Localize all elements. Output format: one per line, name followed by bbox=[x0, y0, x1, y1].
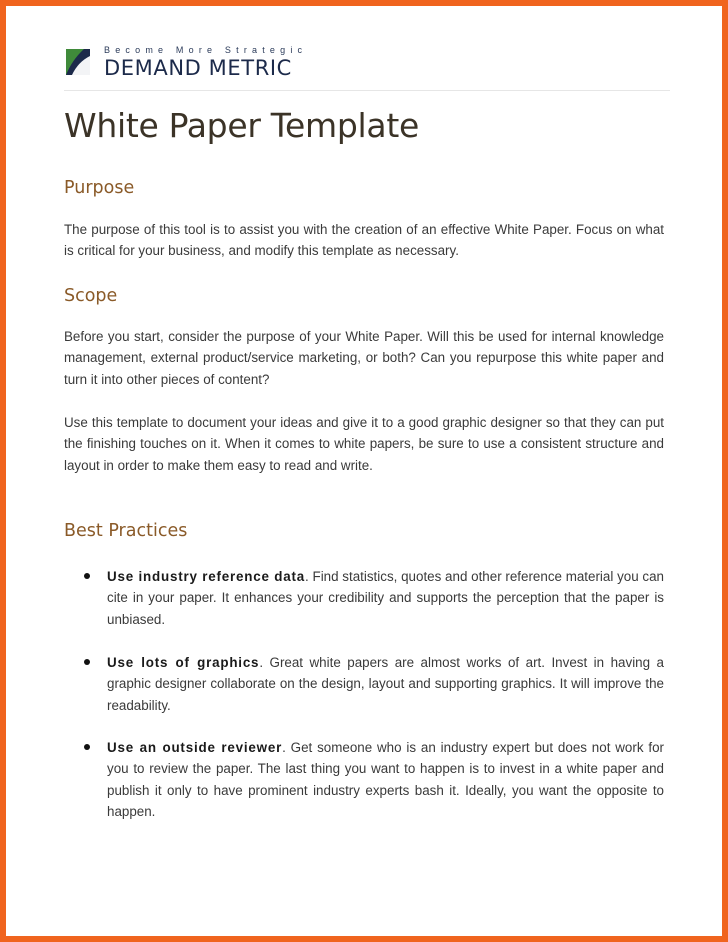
section-heading-purpose: Purpose bbox=[64, 178, 135, 198]
header-divider bbox=[64, 90, 670, 91]
demand-metric-logo-icon bbox=[64, 46, 94, 78]
scope-paragraph-2: Use this template to document your ideas and give it to a good graphic designer so that they can put the finishing touches on it. When it comes to white papers, be sure to use a consistent structure and layout in order to make them easy to read and write. bbox=[64, 415, 664, 473]
bullet-lead: Use lots of graphics bbox=[107, 655, 260, 670]
demand-metric-logo bbox=[64, 42, 364, 82]
bullet-icon bbox=[84, 573, 90, 579]
section-heading-scope: Scope bbox=[64, 286, 118, 306]
bullet-body: . Find statistics, quotes and other reference material you can cite in your paper. It enhances your credibility and supports the perception that the paper is unbiased. bbox=[107, 569, 664, 627]
bullet-icon bbox=[84, 659, 90, 665]
bullet-icon bbox=[84, 744, 90, 750]
bullet-body: . Get someone who is an industry expert but does not work for you to review the paper. The last thing you want to happen is to invest in a white paper and publish it only to have prominent industry experts bash it. Ideally, you want the opposite to happen. bbox=[107, 740, 665, 820]
bullet-lead: Use an outside reviewer bbox=[107, 740, 283, 755]
logo-tagline: Become More Strategic bbox=[104, 45, 308, 55]
page-title: White Paper Template bbox=[64, 106, 419, 145]
bullet-body: . Great white papers are almost works of art. Invest in having a graphic designer collaborate on the design, layout and supporting graphics. It will improve the readability. bbox=[107, 655, 665, 713]
logo-brand-name: DEMAND METRIC bbox=[104, 56, 292, 80]
bullet-lead: Use industry reference data bbox=[107, 569, 306, 584]
scope-paragraph-1: Before you start, consider the purpose of your White Paper. Will this be used for internal knowledge management, external product/service marketing, or both? Can you repurpose this white paper and turn it into other pieces of content? bbox=[64, 329, 664, 387]
section-heading-best-practices: Best Practices bbox=[64, 521, 188, 541]
purpose-paragraph: The purpose of this tool is to assist you with the creation of an effective White Paper. Focus on what is critical for your business, and modify this template as necessary. bbox=[64, 222, 664, 259]
